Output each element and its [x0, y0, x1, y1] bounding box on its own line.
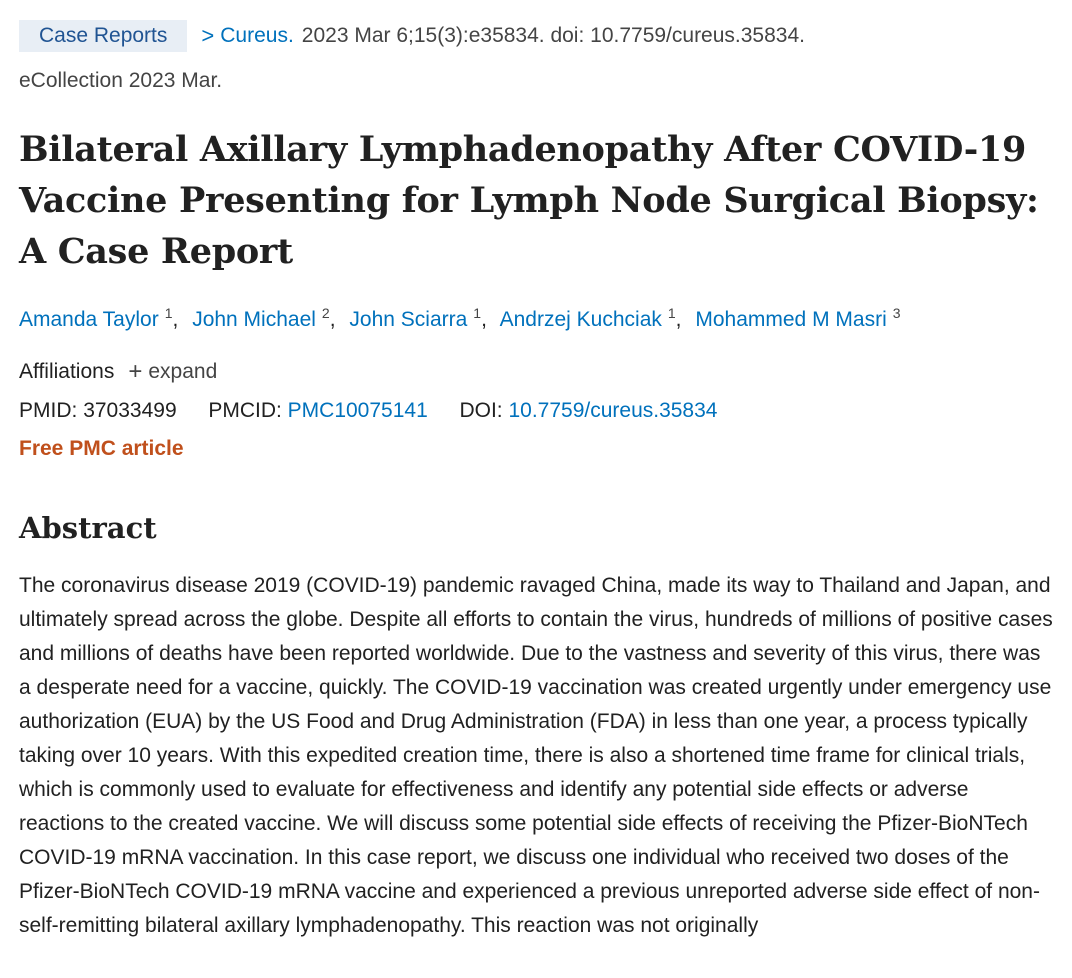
affiliation-number[interactable]: 1	[473, 305, 482, 321]
affiliations-toggle[interactable]	[19, 360, 217, 384]
plus-icon: +	[128, 358, 143, 385]
author-link[interactable]: John Michael	[192, 308, 316, 331]
doi-label: DOI:	[459, 399, 503, 422]
affiliation-number[interactable]: 1	[164, 305, 173, 321]
affiliation-number[interactable]: 1	[667, 305, 676, 321]
affiliations-label: Affiliations	[19, 360, 115, 383]
article-title: Bilateral Axillary Lymphadenopathy After COVID-19 Vaccine Presenting for Lymph Node Surgical Biopsy: A Case Report	[19, 129, 1039, 272]
doi-link[interactable]: 10.7759/cureus.35834	[508, 399, 718, 422]
publication-type-badge[interactable]: Case Reports	[19, 20, 187, 52]
chevron-right-icon: >	[201, 23, 215, 48]
citation-details: 2023 Mar 6;15(3):e35834. doi: 10.7759/cureus.35834.	[301, 24, 805, 47]
free-pmc-article-badge: Free PMC article	[19, 437, 184, 460]
pmcid-link[interactable]: PMC10075141	[287, 399, 428, 422]
expand-label: expand	[148, 360, 218, 383]
affiliation-number[interactable]: 2	[321, 305, 330, 321]
pmcid-label: PMCID:	[208, 399, 282, 422]
authors-list: Amanda Taylor $^1$, John Michael $^2$, John Sciarra $^1$, Andrzej Kuchciak $^1$, Mohammed M Masri $^3$	[19, 305, 901, 331]
abstract-text: The coronavirus disease 2019 (COVID-19) pandemic ravaged China, made its way to Thailand and Japan, and ultimately spread across the globe. Despite all efforts to contain the virus, hundreds of millions of positive cases and millions of deaths have been reported worldwide. Due to the vastness and severity of this virus, there was a desperate need for a vaccine, quickly. The COVID-19 vaccination was created urgently under emergency use authorization (EUA) by the US Food and Drug Administration (FDA) in less than one year, a process typically taking over 10 years. With this expedited creation time, there is also a shortened time frame for clinical trials, which is commonly used to evaluate for effectiveness and identify any potential side effects or adverse reactions to the created vaccine. We will discuss some potential side effects of receiving the Pfizer-BioNTech COVID-19 mRNA vaccination. In this case report, we discuss one individual who received two doses of the Pfizer-BioNTech COVID-19 mRNA vaccine and experienced a previous unreported adverse side effect of non-self-remitting bilateral axillary lymphadenopathy. This reaction was not originally	[19, 574, 1053, 937]
author-link[interactable]: John Sciarra	[349, 308, 468, 331]
abstract-heading: Abstract	[19, 511, 157, 545]
citation-line	[19, 20, 805, 52]
affiliation-number[interactable]: 3	[892, 305, 901, 321]
journal-link[interactable]: Cureus.	[220, 24, 294, 47]
article-identifiers	[19, 399, 717, 423]
author-link[interactable]: Mohammed M Masri	[695, 308, 887, 331]
author-link[interactable]: Amanda Taylor	[19, 308, 159, 331]
pmid-label: PMID:	[19, 399, 78, 422]
pmid-value: 37033499	[83, 399, 177, 422]
author-link[interactable]: Andrzej Kuchciak	[499, 308, 662, 331]
ecollection-date: eCollection 2023 Mar.	[19, 69, 223, 92]
